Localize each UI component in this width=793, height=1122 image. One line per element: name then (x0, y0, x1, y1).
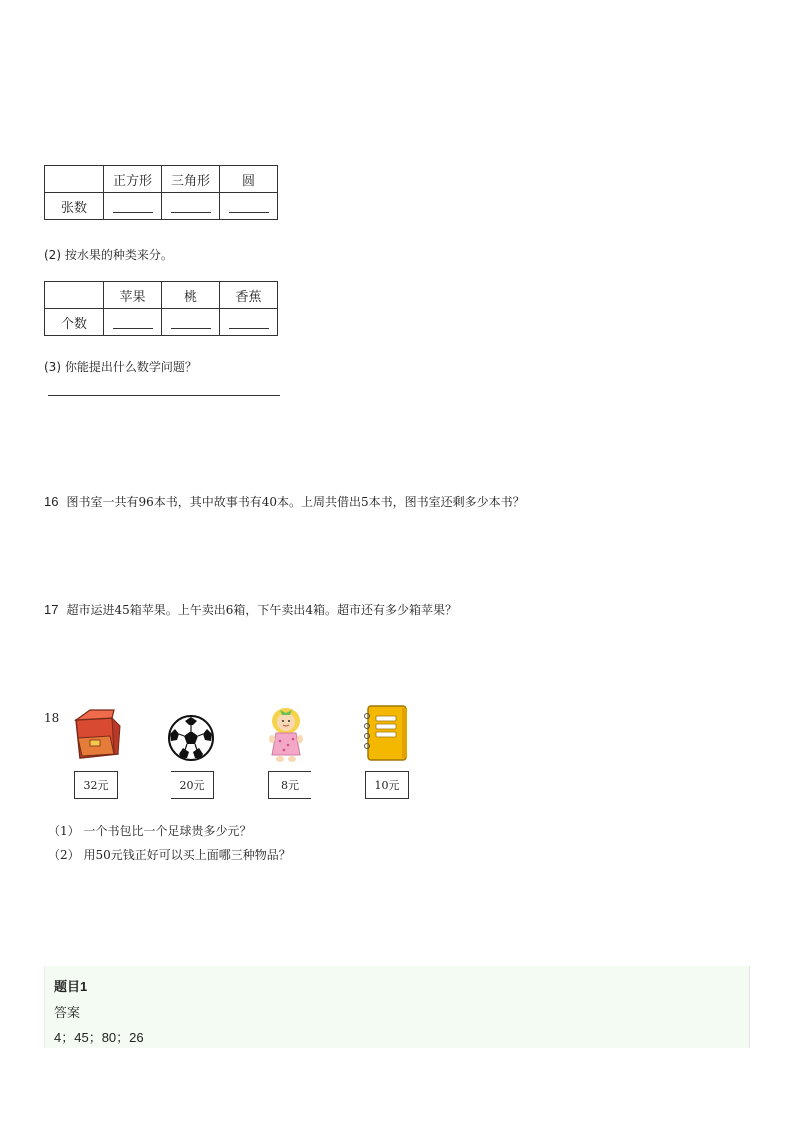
blank-cell[interactable] (162, 309, 220, 336)
table-header-square: 正方形 (104, 166, 162, 193)
shape-count-table (44, 165, 278, 220)
question-18-number: 18 (44, 711, 60, 725)
answer-value: 4；45；80；26 (54, 1030, 144, 1045)
price-notebook: 10元 (365, 771, 409, 799)
fruit-count-table (44, 281, 278, 336)
answer-label: 答案 (54, 1005, 81, 1020)
answer-line[interactable] (48, 395, 280, 396)
table-header-banana: 香蕉 (220, 282, 278, 309)
question-17 (44, 601, 457, 618)
price-doll: 8元 (268, 771, 311, 799)
question-text: 图书室一共有96本书，其中故事书有40本。上周共借出5本书，图书室还剩多少本书？ (66, 495, 525, 509)
table-header-circle: 圆 (220, 166, 278, 193)
notebook-icon (362, 704, 410, 762)
price-backpack: 32元 (74, 771, 118, 799)
table-header-peach: 桃 (162, 282, 220, 309)
table-row-label: 张数 (45, 193, 104, 220)
question-text: 超市运进45箱苹果。上午卖出6箱，下午卖出4箱。超市还有多少箱苹果？ (66, 603, 458, 617)
soccer-ball-icon (167, 714, 215, 762)
table-header-empty (45, 282, 104, 309)
question-number: 17 (44, 602, 59, 617)
backpack-icon (70, 706, 122, 762)
answer-title: 题目1 (54, 979, 88, 994)
blank-cell[interactable] (104, 193, 162, 220)
question-number: 16 (44, 494, 59, 509)
price-soccer-ball: 20元 (171, 771, 214, 799)
question-16 (44, 493, 525, 510)
table-header-apple: 苹果 (104, 282, 162, 309)
question-3-label: (3) 你能提出什么数学问题？ (44, 360, 197, 374)
doll-icon (266, 705, 306, 763)
blank-cell[interactable] (220, 193, 278, 220)
table-row-label: 个数 (45, 309, 104, 336)
blank-cell[interactable] (220, 309, 278, 336)
blank-cell[interactable] (104, 309, 162, 336)
answer-panel (44, 966, 750, 1048)
question-2-label: (2) 按水果的种类来分。 (44, 248, 173, 262)
table-header-empty (45, 166, 104, 193)
question-18-sub-1: （1） 一个书包比一个足球贵多少元？ (48, 824, 252, 838)
question-18-sub-2: （2） 用50元钱正好可以买上面哪三种物品？ (48, 848, 291, 862)
table-header-triangle: 三角形 (162, 166, 220, 193)
blank-cell[interactable] (162, 193, 220, 220)
